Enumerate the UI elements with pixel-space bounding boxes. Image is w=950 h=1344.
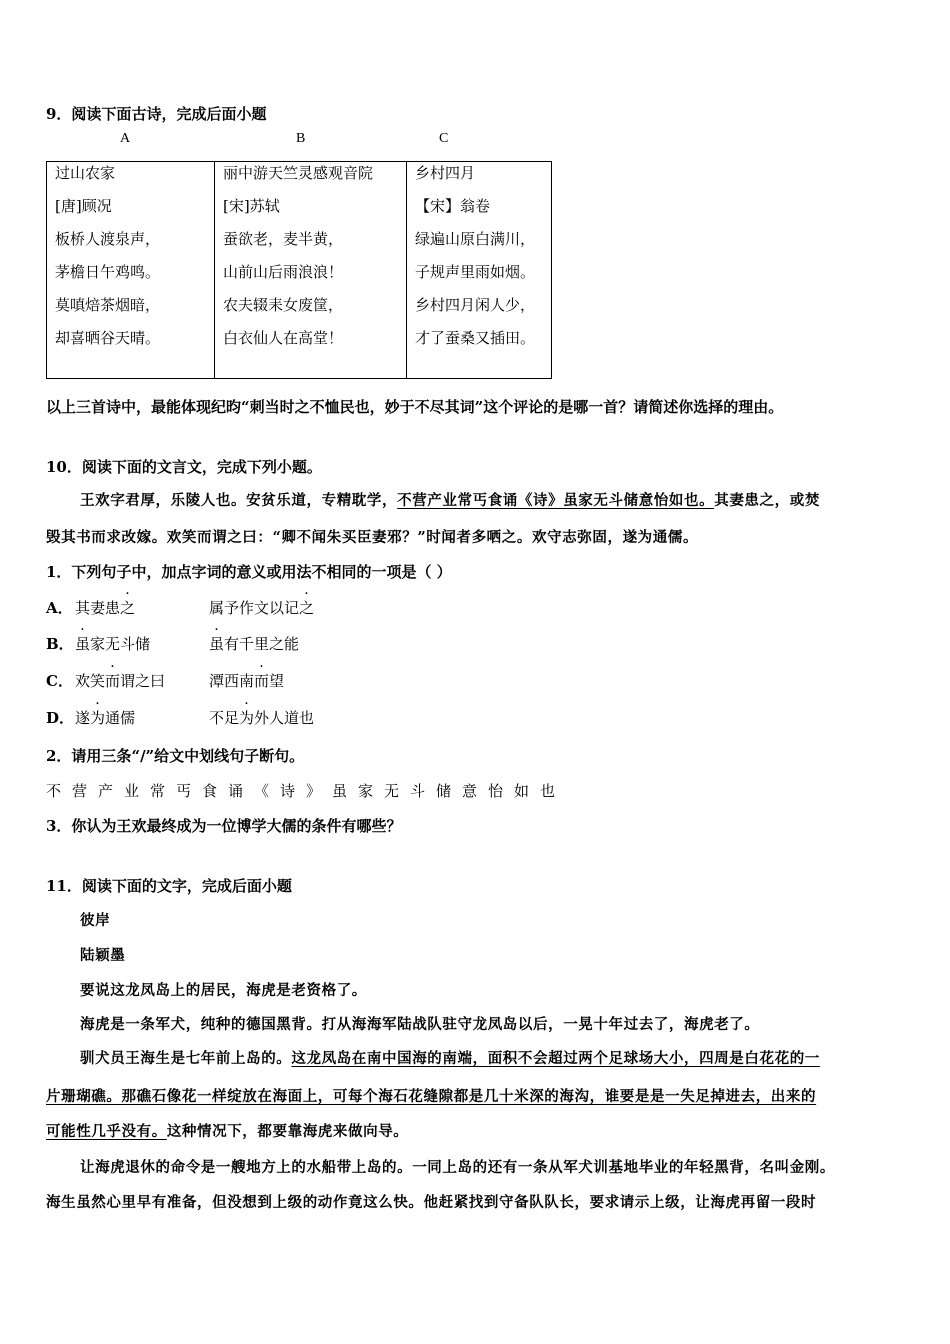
option-a-label: A． <box>46 599 73 617</box>
passage-text: 王欢字君厚，乐陵人也。安贫乐道，专精耽学， <box>80 492 398 509</box>
poem-line: 蚕欲老，麦半黄， <box>223 230 344 248</box>
q10-sub1: 1．下列句子中，加点字词的意义或用法不相同的一项是（ ） <box>46 563 452 581</box>
poem-line: 绿遍山原白满川， <box>415 230 536 248</box>
article-title: 彼岸 <box>80 912 111 929</box>
option-b-left: 虽家无斗储 <box>75 635 151 653</box>
q10-passage-line: 毁其书而求改嫁。欢笑而谓之曰：“卿不闻朱买臣妻邪？”时闻者多哂之。欢守志弥固，遂为通儒。 <box>46 529 699 546</box>
option-a-right: 属予作文以记之 <box>209 599 315 617</box>
poem-author: [宋]苏轼 <box>223 197 280 215</box>
q10-sub2: 2．请用三条“/”给文中划线句子断句。 <box>46 747 305 765</box>
q10-sub2-sentence: 不营产业常丐食诵《诗》虽家无斗储意怡如也 <box>46 782 567 800</box>
article-paragraph: 可能性几乎没有。这种情况下，都要靠海虎来做向导。 <box>46 1123 409 1140</box>
poem-line: 莫嗔焙茶烟暗， <box>55 296 161 314</box>
poem-line: 板桥人渡泉声， <box>55 230 161 248</box>
poem-line: 农夫辍耒女废筐， <box>223 296 344 314</box>
poem-title: 丽中游天竺灵感观音院 <box>223 164 374 182</box>
option-d-right: 不足为外人道也 <box>209 709 315 727</box>
column-label-c: C <box>439 131 449 146</box>
poem-author: [唐]顾况 <box>55 197 112 215</box>
poem-table <box>46 161 552 379</box>
q10-sub3: 3．你认为王欢最终成为一位博学大儒的条件有哪些？ <box>46 817 402 835</box>
article-paragraph: 驯犬员王海生是七年前上岛的。这龙凤岛在南中国海的南端，面积不会超过两个足球场大小，四周是白花花的一 <box>80 1050 820 1067</box>
poem-title: 过山农家 <box>55 164 116 182</box>
poem-line: 乡村四月闲人少， <box>415 296 536 314</box>
poem-line: 子规声里雨如烟。 <box>415 263 536 281</box>
poem-line: 茅檐日午鸡鸣。 <box>55 263 161 281</box>
underlined-sentence: 可能性几乎没有。 <box>46 1123 167 1140</box>
poem-line: 白衣仙人在高堂！ <box>223 329 344 347</box>
passage-text: 其妻患之，或焚 <box>714 492 820 509</box>
poem-cell-a <box>47 162 215 379</box>
poem-cell-c <box>407 162 552 379</box>
column-label-a: A <box>120 131 131 146</box>
option-c-left: 欢笑而谓之曰 <box>75 672 166 690</box>
poem-title: 乡村四月 <box>415 164 476 182</box>
q9-question: 以上三首诗中，最能体现纪昀“刺当时之不恤民也，妙于不尽其词”这个评论的是哪一首？请简述你选择的理由。 <box>46 398 784 416</box>
q10-title: 10．阅读下面的文言文，完成下列小题。 <box>46 458 322 476</box>
underlined-sentence: 片珊瑚礁。那礁石像花一样绽放在海面上，可每个海石花缝隙都是几十米深的海沟，谁要是是一失足掉进去，出来的 <box>46 1088 817 1105</box>
article-paragraph: 让海虎退休的命令是一艘地方上的水船带上岛的。一同上岛的还有一条从军犬训基地毕业的年轻黑背，名叫金刚。 <box>80 1159 835 1176</box>
poem-author: 【宋】翁卷 <box>415 197 491 215</box>
poem-line: 才了蚕桑又插田。 <box>415 329 536 347</box>
column-label-b: B <box>296 131 306 146</box>
poem-line: 却喜晒谷天晴。 <box>55 329 161 347</box>
q10-passage-line <box>80 491 820 511</box>
article-author: 陆颖墨 <box>80 947 126 964</box>
option-c-label: C． <box>46 672 73 690</box>
option-d-label: D． <box>46 709 75 727</box>
article-paragraph: 要说这龙凤岛上的居民，海虎是老资格了。 <box>80 982 367 999</box>
q9-title: 9．阅读下面古诗，完成后面小题 <box>46 105 267 123</box>
poem-line: 山前山后雨浪浪！ <box>223 263 344 281</box>
underlined-sentence: 这龙凤岛在南中国海的南端，面积不会超过两个足球场大小，四周是白花花的一 <box>291 1050 820 1067</box>
option-b-right: 虽有千里之能 <box>209 635 300 653</box>
article-paragraph: 海生虽然心里早有准备，但没想到上级的动作竟这么快。他赶紧找到守备队队长，要求请示上级，让海虎再留一段时 <box>46 1194 817 1211</box>
option-a-left: 其妻患之 <box>75 599 136 617</box>
option-b-label: B． <box>46 635 74 653</box>
poem-cell-b <box>215 162 407 379</box>
article-paragraph: 海虎是一条军犬，纯种的德国黑背。打从海海军陆战队驻守龙凤岛以后，一晃十年过去了，海虎老了。 <box>80 1016 760 1033</box>
q11-title: 11．阅读下面的文字，完成后面小题 <box>46 877 292 895</box>
option-c-right: 潭西南而望 <box>209 672 285 690</box>
underlined-sentence: 不营产业常丐食诵《诗》虽家无斗储意怡如也。 <box>397 492 715 509</box>
option-d-left: 遂为通儒 <box>75 709 136 727</box>
